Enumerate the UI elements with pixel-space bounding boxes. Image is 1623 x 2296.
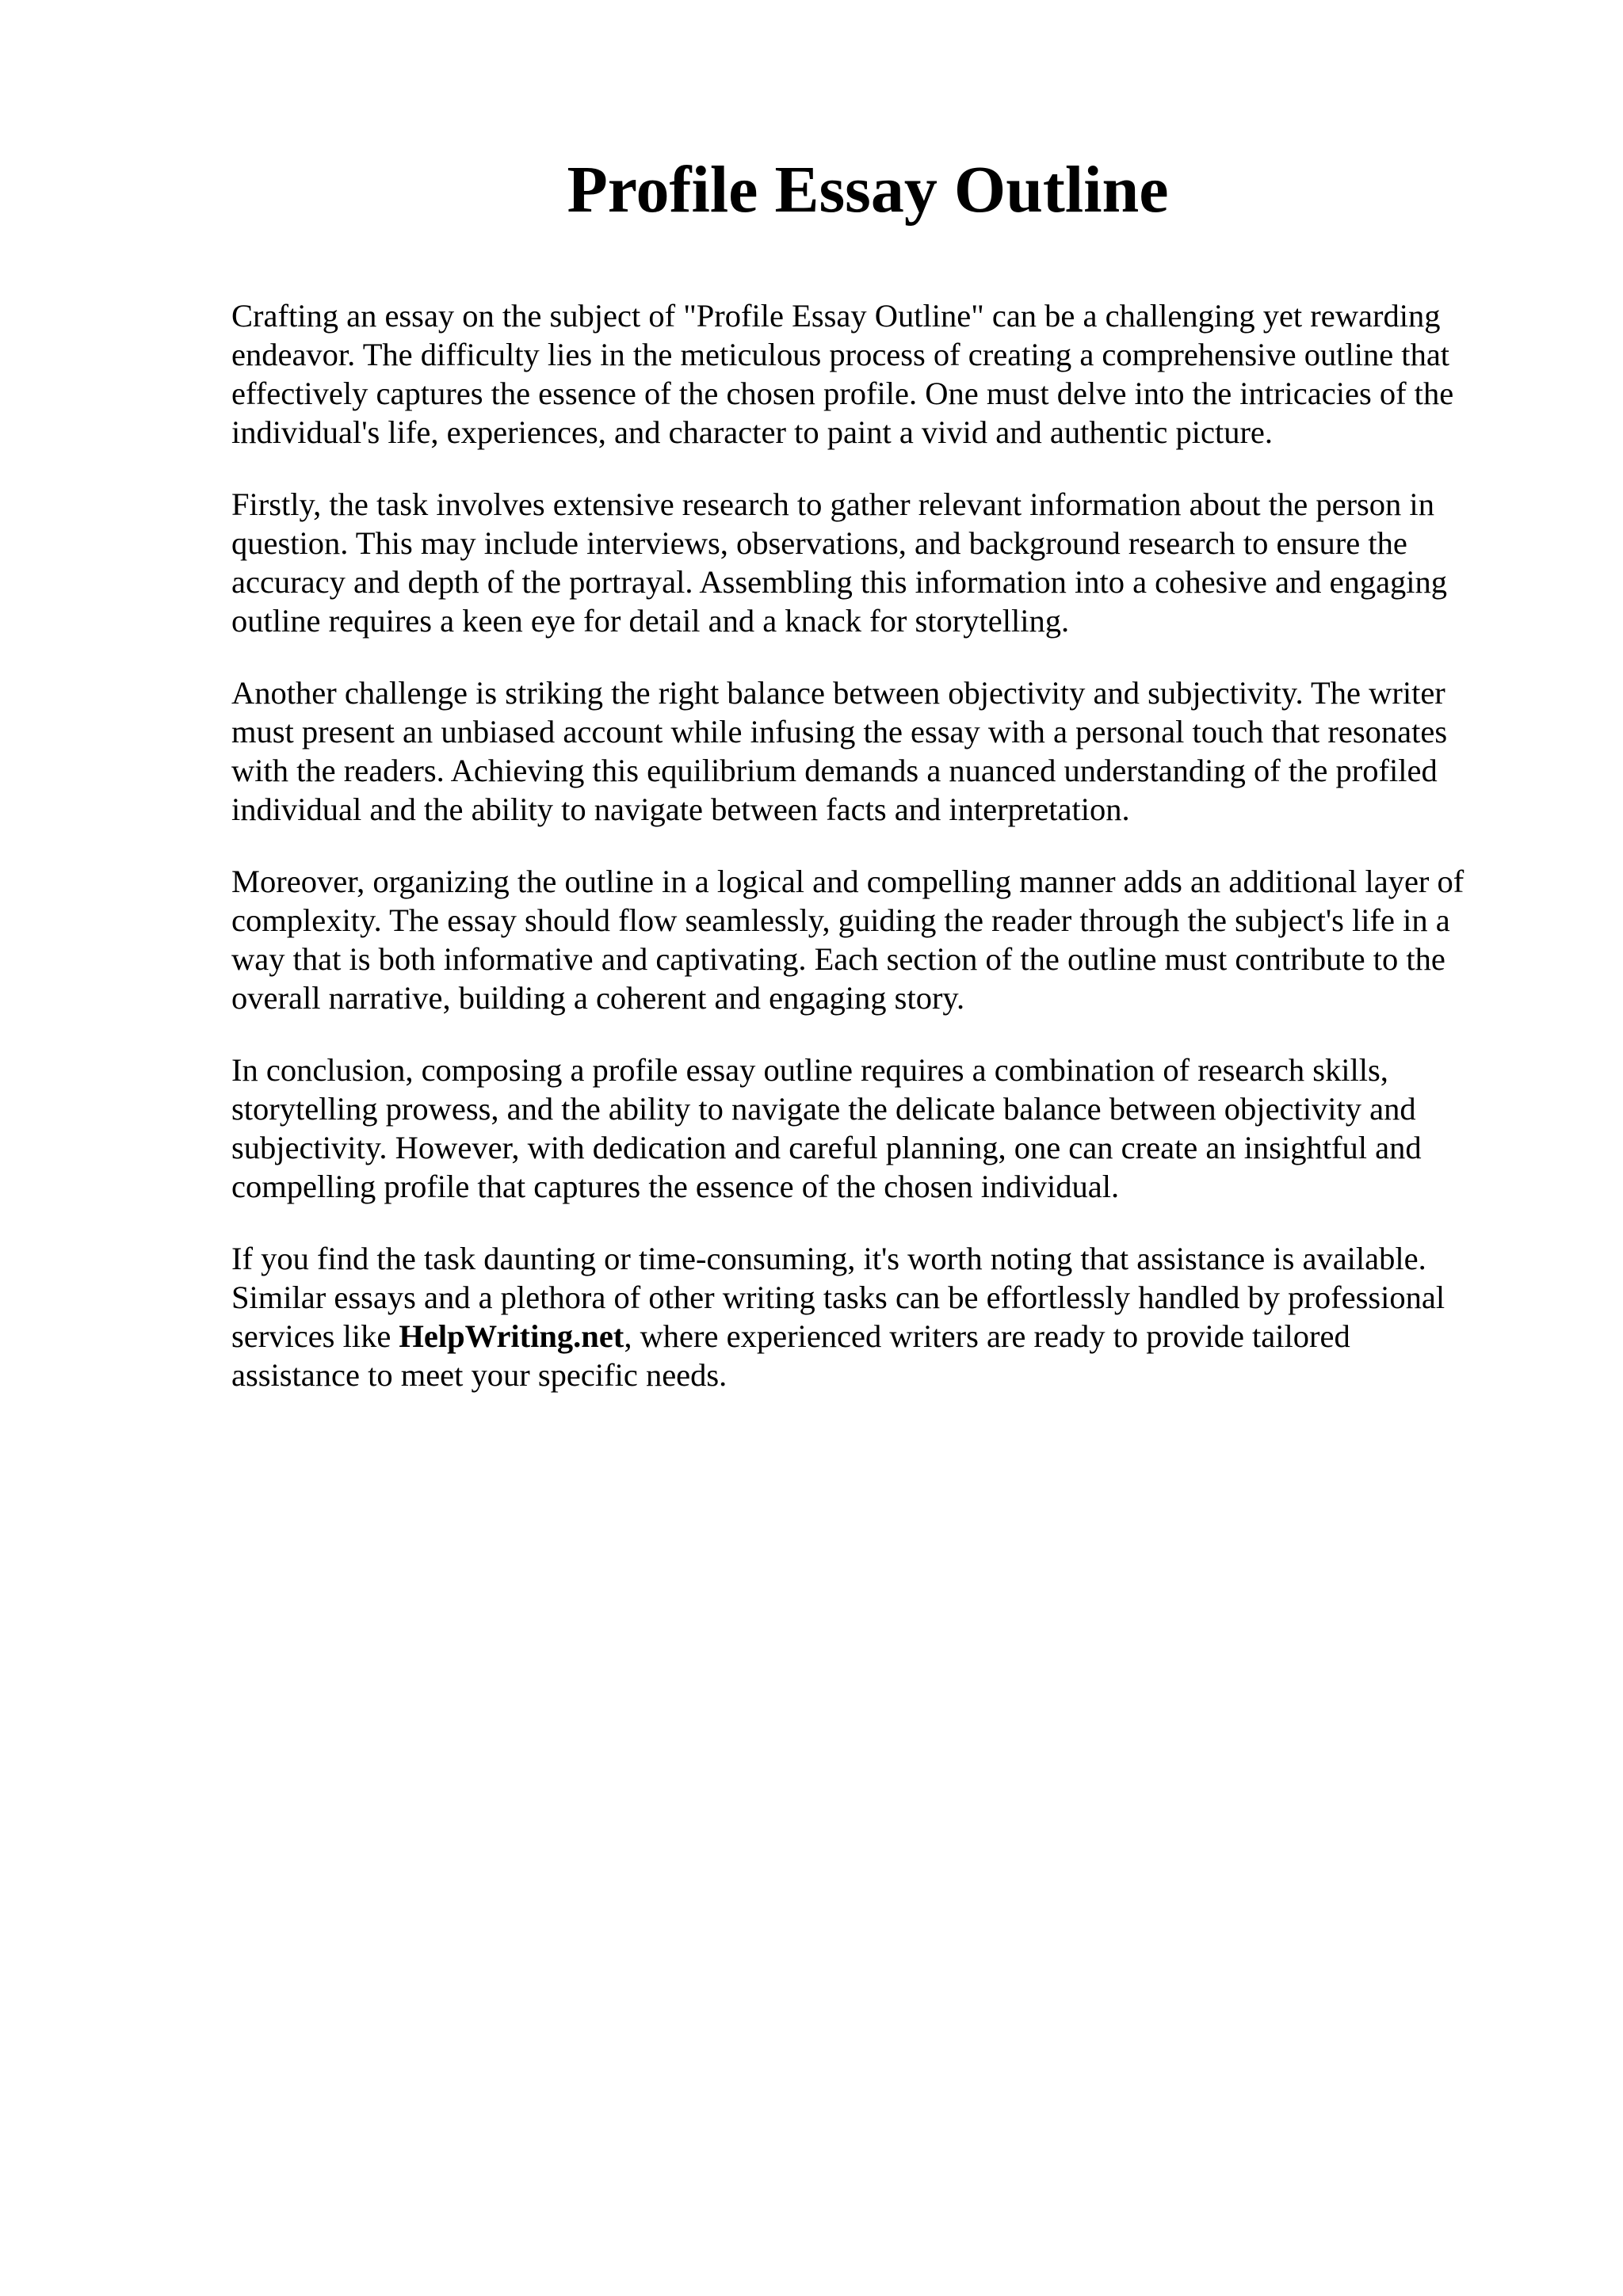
text-line: with the readers. Achieving this equilibrium demands a nuanced understanding of the profiled: [231, 753, 1438, 788]
text-line: question. This may include interviews, observations, and background research to ensure the: [231, 525, 1407, 561]
text-line: individual and the ability to navigate between facts and interpretation.: [231, 791, 1130, 827]
paragraph-assistance: [231, 1239, 1515, 1394]
text-line: Firstly, the task involves extensive research to gather relevant information about the person in: [231, 486, 1434, 522]
essay-body: [231, 296, 1515, 1428]
text-line: Another challenge is striking the right balance between objectivity and subjectivity. The writer: [231, 675, 1445, 711]
text-line: effectively captures the essence of the chosen profile. One must delve into the intricacies of the: [231, 376, 1454, 411]
paragraph-intro: [231, 296, 1515, 452]
text-line: Crafting an essay on the subject of "Profile Essay Outline" can be a challenging yet rewarding: [231, 298, 1441, 334]
text-line: outline requires a keen eye for detail and a knack for storytelling.: [231, 603, 1070, 639]
text-line: subjectivity. However, with dedication and careful planning, one can create an insightful and: [231, 1130, 1422, 1165]
text-line: endeavor. The difficulty lies in the meticulous process of creating a comprehensive outline that: [231, 337, 1450, 372]
text-segment: services like: [231, 1318, 399, 1354]
text-line: Moreover, organizing the outline in a logical and compelling manner adds an additional layer of: [231, 864, 1465, 899]
paragraph-organization: [231, 862, 1515, 1017]
text-line: accuracy and depth of the portrayal. Assembling this information into a cohesive and engaging: [231, 564, 1448, 600]
text-line: must present an unbiased account while infusing the essay with a personal touch that resonates: [231, 714, 1448, 749]
text-segment: , where experienced writers are ready to provide tailored: [624, 1318, 1350, 1354]
text-line: If you find the task daunting or time-consuming, it's worth noting that assistance is available.: [231, 1241, 1426, 1276]
text-line: In conclusion, composing a profile essay outline requires a combination of research skills,: [231, 1052, 1388, 1088]
text-line: overall narrative, building a coherent and engaging story.: [231, 980, 965, 1016]
paragraph-balance: [231, 673, 1515, 829]
text-line: complexity. The essay should flow seamlessly, guiding the reader through the subject's life in a: [231, 902, 1450, 938]
text-line: individual's life, experiences, and character to paint a vivid and authentic picture.: [231, 414, 1274, 450]
brand-name: HelpWriting.net: [399, 1318, 624, 1354]
text-line: Similar essays and a plethora of other writing tasks can be effortlessly handled by professional: [231, 1280, 1445, 1315]
paragraph-research: [231, 485, 1515, 640]
text-line: storytelling prowess, and the ability to navigate the delicate balance between objectivity and: [231, 1091, 1416, 1127]
page-title: Profile Essay Outline: [567, 153, 1169, 227]
text-line: compelling profile that captures the essence of the chosen individual.: [231, 1169, 1120, 1204]
text-line: way that is both informative and captivating. Each section of the outline must contribute to the: [231, 941, 1445, 977]
text-line: assistance to meet your specific needs.: [231, 1357, 727, 1393]
text-line-with-brand: [231, 1317, 1515, 1356]
paragraph-conclusion: [231, 1051, 1515, 1206]
